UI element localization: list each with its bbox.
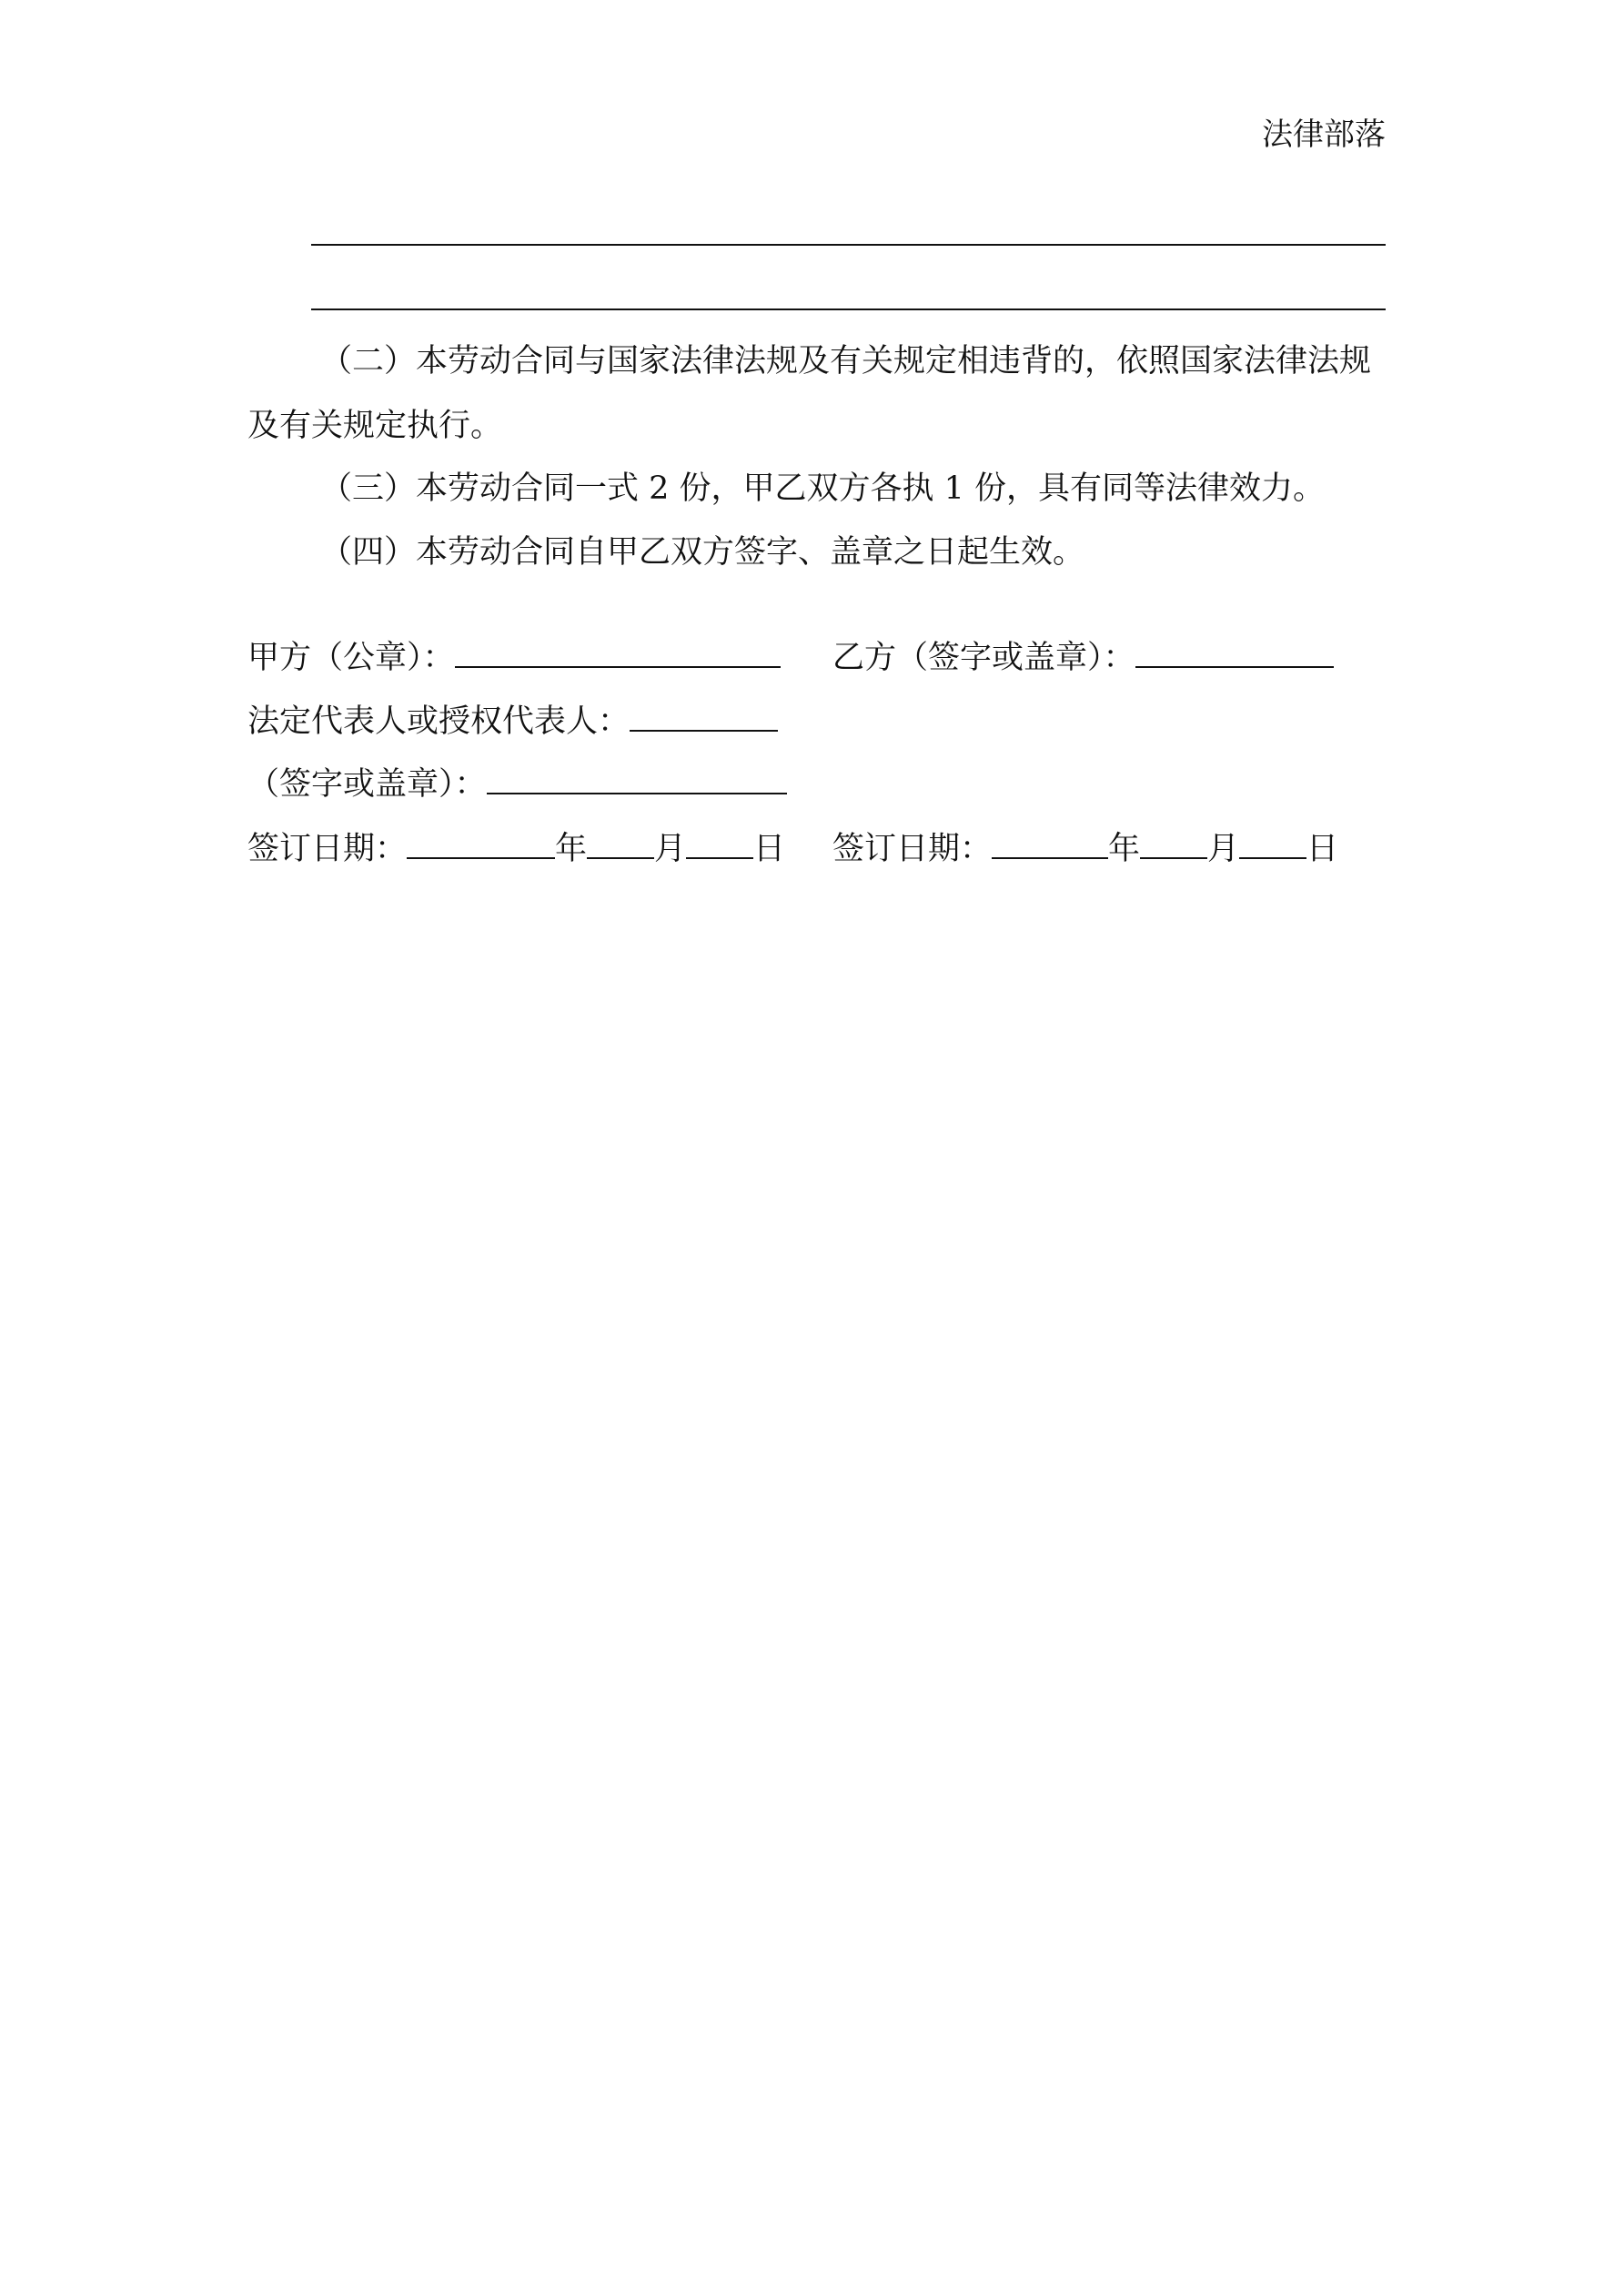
date-b-label: 签订日期：: [832, 831, 993, 867]
legal-rep-row: [247, 699, 778, 744]
legal-rep-line: [630, 699, 778, 732]
blank-line-2: [311, 308, 1386, 310]
date-a-day: 日: [753, 831, 786, 867]
sign-or-seal-label: （签字或盖章）：: [247, 766, 487, 803]
date-b-year: 年: [1108, 831, 1141, 867]
sign-or-seal-line: [487, 762, 787, 794]
party-b-row: [832, 635, 1334, 681]
party-b-label: 乙方（签字或盖章）：: [832, 640, 1135, 676]
sign-or-seal-row: [247, 762, 787, 807]
blank-line-1: [311, 244, 1386, 246]
date-a-year: 年: [555, 831, 588, 867]
date-b-month: 月: [1207, 831, 1240, 867]
date-b-month-line: [1140, 826, 1207, 859]
clause-2-line-1: （二）本劳动合同与国家法律法规及有关规定相违背的，依照国家法律法规: [320, 343, 1372, 379]
date-a-year-line: [407, 826, 555, 859]
date-b-day-line: [1239, 826, 1306, 859]
date-a-label: 签订日期：: [247, 831, 408, 867]
legal-rep-label: 法定代表人或授权代表人：: [247, 703, 630, 740]
clause-3: （三）本劳动合同一式 2 份，甲乙双方各执 1 份，具有同等法律效力。: [320, 470, 1326, 507]
date-a-month-line: [587, 826, 654, 859]
clause-2-line-2: 及有关规定执行。: [247, 408, 503, 444]
date-a-day-line: [686, 826, 753, 859]
party-a-row: [247, 635, 781, 681]
date-a-month: 月: [654, 831, 687, 867]
party-b-sign-line: [1135, 635, 1334, 668]
clause-4: （四）本劳动合同自甲乙双方签字、盖章之日起生效。: [320, 534, 1085, 571]
date-b-year-line: [992, 826, 1108, 859]
date-b-day: 日: [1306, 831, 1339, 867]
date-b-row: [832, 826, 1338, 872]
party-a-seal-line: [455, 635, 781, 668]
header-brand: 法律部落: [1262, 116, 1386, 153]
party-a-label: 甲方（公章）：: [247, 640, 455, 676]
date-a-row: [247, 826, 785, 872]
